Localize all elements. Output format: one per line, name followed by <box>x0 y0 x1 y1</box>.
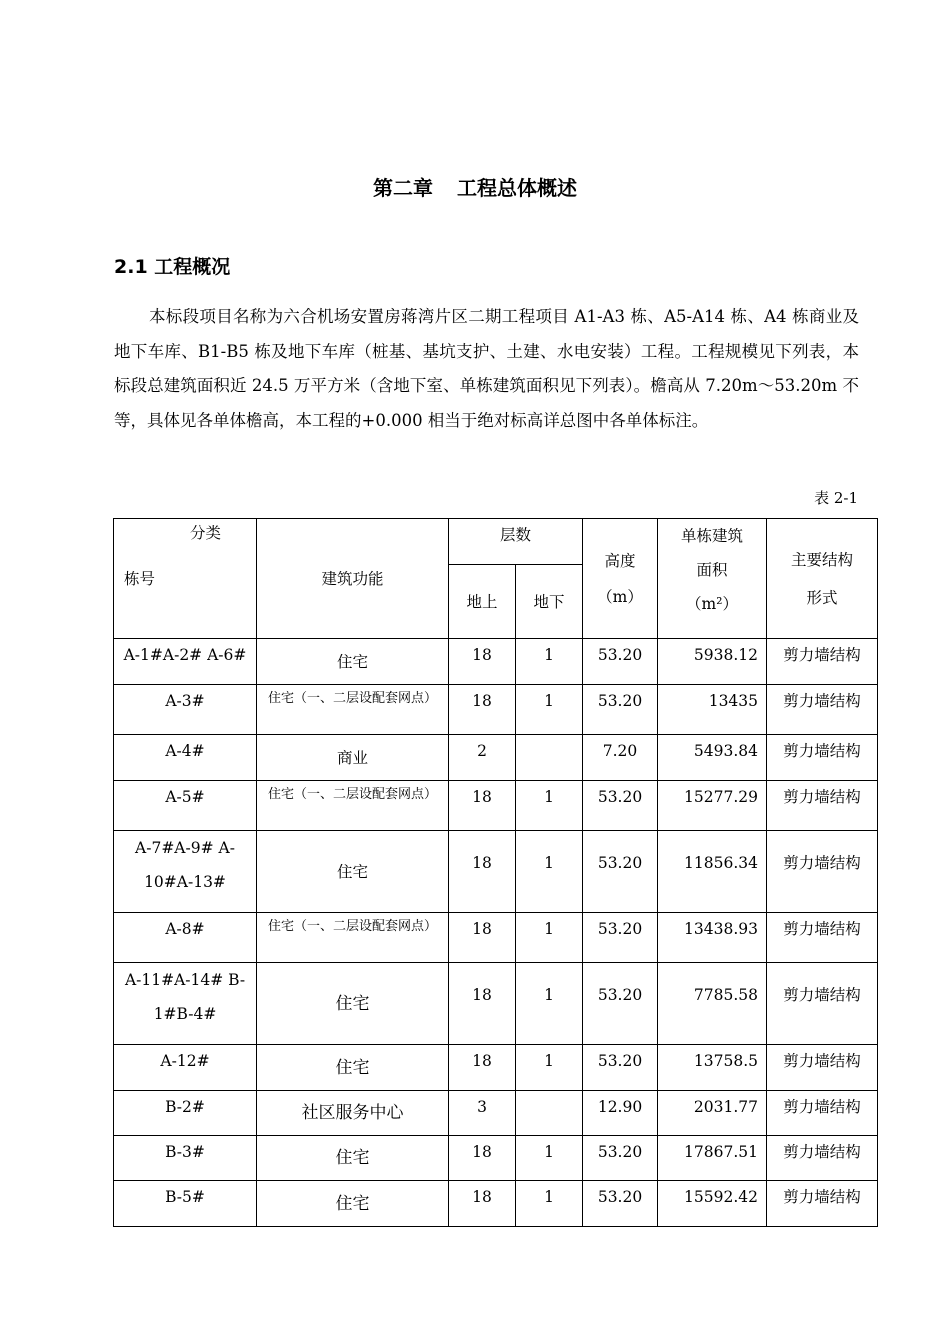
cell-height: 7.20 <box>583 735 658 781</box>
cell-building-no: A-12# <box>114 1045 257 1091</box>
header-area-unit: （m²） <box>686 595 738 613</box>
cell-above: 18 <box>449 1045 516 1091</box>
table-row <box>114 685 878 735</box>
cell-height: 12.90 <box>583 1091 658 1136</box>
table-row <box>114 1045 878 1091</box>
cell-below <box>516 735 583 781</box>
cell-above: 3 <box>449 1091 516 1136</box>
cell-below: 1 <box>516 639 583 685</box>
cell-function: 住宅 <box>257 1136 449 1181</box>
cell-above: 18 <box>449 913 516 963</box>
header-above: 地上 <box>449 565 516 639</box>
cell-building-no: A-1#A-2# A-6# <box>114 639 257 685</box>
cell-below: 1 <box>516 781 583 831</box>
table-row <box>114 639 878 685</box>
header-category: 分类 <box>190 524 222 542</box>
cell-below: 1 <box>516 685 583 735</box>
header-area-line1: 单栋建筑 <box>681 527 744 545</box>
header-structure-line2: 形式 <box>806 588 838 607</box>
section-title: 2.1 工程概况 <box>114 256 231 278</box>
cell-structure: 剪力墙结构 <box>767 1045 878 1091</box>
header-height-cell <box>583 519 658 639</box>
cell-height: 53.20 <box>583 639 658 685</box>
cell-height: 53.20 <box>583 685 658 735</box>
cell-function: 住宅 <box>257 639 449 685</box>
table-row <box>114 1136 878 1181</box>
cell-building-no: A-8# <box>114 913 257 963</box>
building-table <box>113 518 878 1227</box>
cell-height: 53.20 <box>583 1181 658 1227</box>
cell-structure: 剪力墙结构 <box>767 831 878 913</box>
cell-below: 1 <box>516 1045 583 1091</box>
header-area-line2: 面积 <box>696 561 728 579</box>
header-structure-line1: 主要结构 <box>791 550 854 569</box>
cell-area: 7785.58 <box>658 963 767 1045</box>
header-height: 高度 <box>604 551 636 570</box>
cell-below: 1 <box>516 1136 583 1181</box>
table-row <box>114 781 878 831</box>
cell-structure: 剪力墙结构 <box>767 639 878 685</box>
cell-structure: 剪力墙结构 <box>767 685 878 735</box>
cell-above: 18 <box>449 781 516 831</box>
table-row <box>114 1181 878 1227</box>
cell-area: 5938.12 <box>658 639 767 685</box>
cell-height: 53.20 <box>583 1045 658 1091</box>
cell-building-no: B-2# <box>114 1091 257 1136</box>
cell-building-no: A-7#A-9# A-10#A-13# <box>114 831 257 913</box>
cell-below: 1 <box>516 963 583 1045</box>
cell-function: 住宅 <box>257 1181 449 1227</box>
cell-area: 13438.93 <box>658 913 767 963</box>
cell-area: 13758.5 <box>658 1045 767 1091</box>
header-area-cell <box>658 519 767 639</box>
cell-function: 住宅 <box>257 963 449 1045</box>
cell-structure: 剪力墙结构 <box>767 1181 878 1227</box>
table-row <box>114 1091 878 1136</box>
cell-structure: 剪力墙结构 <box>767 1136 878 1181</box>
cell-area: 5493.84 <box>658 735 767 781</box>
cell-above: 18 <box>449 1136 516 1181</box>
cell-function: 住宅（一、二层设配套网点） <box>257 781 449 831</box>
cell-area: 2031.77 <box>658 1091 767 1136</box>
table-caption: 表 2-1 <box>814 489 858 507</box>
cell-above: 18 <box>449 963 516 1045</box>
cell-area: 15592.42 <box>658 1181 767 1227</box>
table-row <box>114 831 878 913</box>
header-category-cell <box>114 519 257 639</box>
cell-area: 17867.51 <box>658 1136 767 1181</box>
cell-below: 1 <box>516 913 583 963</box>
cell-height: 53.20 <box>583 831 658 913</box>
cell-below: 1 <box>516 1181 583 1227</box>
cell-above: 18 <box>449 685 516 735</box>
cell-above: 18 <box>449 639 516 685</box>
header-floors: 层数 <box>449 519 583 565</box>
header-building-no: 栋号 <box>124 570 156 588</box>
cell-area: 11856.34 <box>658 831 767 913</box>
cell-height: 53.20 <box>583 1136 658 1181</box>
cell-structure: 剪力墙结构 <box>767 1091 878 1136</box>
cell-building-no: A-11#A-14# B-1#B-4# <box>114 963 257 1045</box>
cell-below: 1 <box>516 831 583 913</box>
cell-above: 2 <box>449 735 516 781</box>
chapter-name: 工程总体概述 <box>457 176 577 200</box>
cell-function: 住宅 <box>257 1045 449 1091</box>
cell-below <box>516 1091 583 1136</box>
cell-structure: 剪力墙结构 <box>767 963 878 1045</box>
cell-building-no: B-3# <box>114 1136 257 1181</box>
table-row <box>114 913 878 963</box>
chapter-number: 第二章 <box>373 176 433 200</box>
cell-function: 商业 <box>257 735 449 781</box>
cell-area: 15277.29 <box>658 781 767 831</box>
cell-above: 18 <box>449 831 516 913</box>
cell-height: 53.20 <box>583 913 658 963</box>
table-row <box>114 735 878 781</box>
cell-structure: 剪力墙结构 <box>767 735 878 781</box>
cell-area: 13435 <box>658 685 767 735</box>
header-function: 建筑功能 <box>257 519 449 639</box>
cell-building-no: A-5# <box>114 781 257 831</box>
cell-building-no: A-4# <box>114 735 257 781</box>
cell-function: 社区服务中心 <box>257 1091 449 1136</box>
cell-height: 53.20 <box>583 963 658 1045</box>
cell-building-no: A-3# <box>114 685 257 735</box>
cell-function: 住宅（一、二层设配套网点） <box>257 913 449 963</box>
header-structure-cell <box>767 519 878 639</box>
cell-building-no: B-5# <box>114 1181 257 1227</box>
overview-paragraph: 本标段项目名称为六合机场安置房蒋湾片区二期工程项目 A1-A3 栋、A5-A14 栋、A4 栋商业及地下车库、B1-B5 栋及地下车库（桩基、基坑支护、土建、水电安装）工程。工程规模见下列表，本标段总建筑面积近 24.5 万平方米（含地下室、单栋建筑面积见下列表）。檐高从 7.20m～53.20m 不等，具体见各单体檐高，本工程的+0.000 相当于绝对标高详总图中各单体标注。 <box>114 307 859 430</box>
chapter-title <box>0 172 950 201</box>
cell-above: 18 <box>449 1181 516 1227</box>
cell-structure: 剪力墙结构 <box>767 781 878 831</box>
cell-function: 住宅（一、二层设配套网点） <box>257 685 449 735</box>
cell-height: 53.20 <box>583 781 658 831</box>
cell-structure: 剪力墙结构 <box>767 913 878 963</box>
table-row <box>114 963 878 1045</box>
cell-function: 住宅 <box>257 831 449 913</box>
header-height-unit: （m） <box>597 587 643 606</box>
header-below: 地下 <box>516 565 583 639</box>
